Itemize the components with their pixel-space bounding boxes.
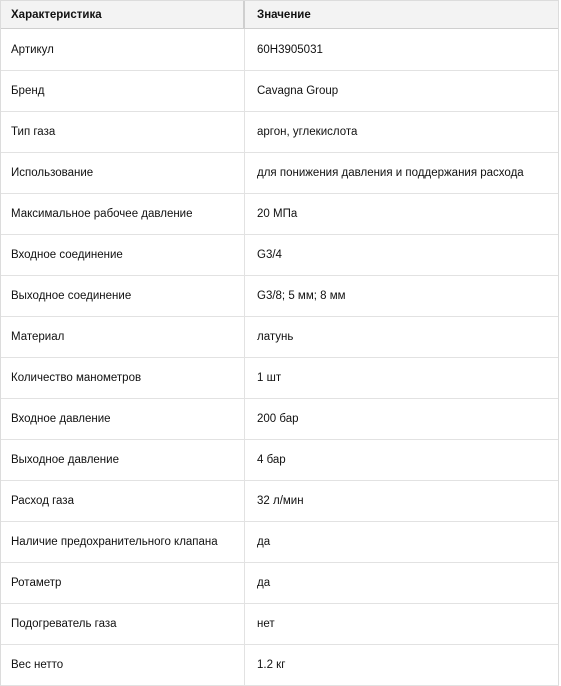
table-row [1,275,558,316]
header-value[interactable]: Значение [257,8,311,21]
row-label: Ротаметр [1,563,245,603]
row-value: 60H3905031 [257,43,323,56]
row-label: Подогреватель газа [1,604,245,644]
row-label: Выходное давление [1,440,245,480]
row-label: Материал [1,317,245,357]
row-value: 4 бар [257,454,286,466]
table-row [1,29,558,70]
table-row [1,480,558,521]
table-row [1,70,558,111]
row-value: нет [257,618,275,630]
table-row [1,111,558,152]
table-row [1,234,558,275]
row-label: Тип газа [1,112,245,152]
table-row [1,562,558,603]
row-label: Наличие предохранительного клапана [1,522,245,562]
row-value: для понижения давления и поддержания расхода [257,167,524,179]
row-label: Входное соединение [1,235,245,275]
row-label: Количество манометров [1,358,245,398]
row-label: Расход газа [1,481,245,521]
table-row [1,398,558,439]
row-value: 32 л/мин [257,495,304,507]
row-value: G3/8; 5 мм; 8 мм [257,290,346,302]
row-value: да [257,577,271,589]
row-label: Вес нетто [1,645,245,685]
table-header [1,0,558,29]
row-label: Максимальное рабочее давление [1,194,245,234]
row-label: Входное давление [1,399,245,439]
table-row [1,357,558,398]
row-value: Cavagna Group [257,85,339,97]
table-row [1,439,558,480]
row-label: Выходное соединение [1,276,245,316]
table-row [1,644,558,685]
row-value: аргон, углекислота [257,126,358,138]
row-value: да [257,536,271,548]
table-row [1,521,558,562]
row-value: латунь [257,331,294,343]
row-label: Бренд [1,71,245,111]
table-row [1,193,558,234]
table-row [1,316,558,357]
row-label: Использование [1,153,245,193]
row-value: 1.2 кг [257,659,286,671]
row-label: Артикул [1,29,245,70]
table-row [1,603,558,644]
header-characteristic[interactable]: Характеристика [1,1,245,28]
table-row [1,152,558,193]
row-value: 1 шт [257,372,282,384]
row-value: 20 МПа [257,208,298,220]
row-value: G3/4 [257,249,282,261]
row-value: 200 бар [257,413,299,425]
